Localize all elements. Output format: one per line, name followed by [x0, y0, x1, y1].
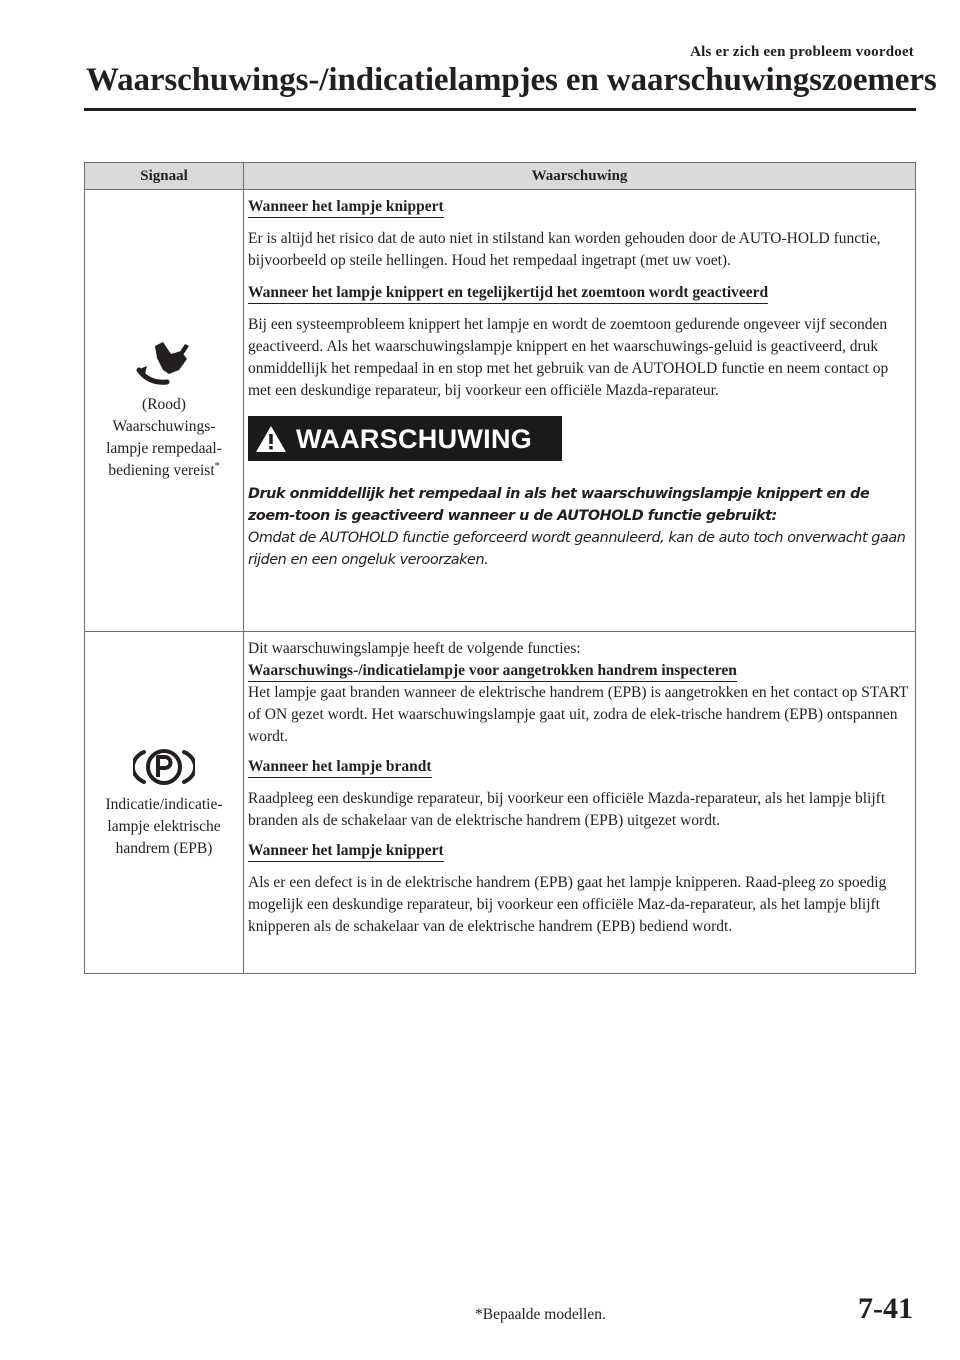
footnote: *Bepaalde modellen.	[475, 1306, 606, 1323]
warning-lights-table	[84, 162, 916, 974]
signal-line: (Rood)	[142, 395, 186, 413]
warning-text	[248, 483, 911, 571]
page-number: 7-41	[858, 1292, 913, 1325]
warning-banner	[248, 416, 562, 461]
column-header-signal: Signaal	[85, 163, 244, 190]
warning-cell	[244, 632, 916, 974]
warning-cell	[244, 190, 916, 632]
chapter-title: Waarschuwings-/indicatielampjes en waarschuwingszoemers	[86, 62, 937, 98]
section-label: Als er zich een probleem voordoet	[690, 44, 914, 60]
warning-banner-label: WAARSCHUWING	[296, 423, 533, 454]
paragraph: Bij een systeemprobleem knippert het lampje en wordt de zoemtoon gedurende ongeveer vijf seconden geactiveerd. Als het waarschuwingslampje knippert en het waarschuwings-geluid is geactiveerd, druk onmiddellijk het rempedaal in en stop met het gebruik van de AUTOHOLD functie en neem contact op met een deskundige reparateur, bij voorkeur een officiële Mazda-reparateur.	[248, 316, 889, 399]
subheading: Wanneer het lampje brandt	[248, 757, 432, 778]
footnote-mark: *	[214, 460, 220, 472]
subheading: Wanneer het lampje knippert	[248, 197, 444, 218]
paragraph: Dit waarschuwingslampje heeft de volgende functies:	[248, 640, 581, 657]
subheading: Wanneer het lampje knippert	[248, 841, 444, 862]
paragraph: Er is altijd het risico dat de auto niet in stilstand kan worden gehouden door de AUTO-HOLD functie, bijvoorbeeld op steile hellingen. Houd het rempedaal ingetrapt (met uw voet).	[248, 230, 881, 269]
warning-bold-text: Druk onmiddellijk het rempedaal in als het waarschuwingslampje knippert en de zoem-toon is geactiveerd wanneer u de AUTOHOLD functie gebruikt:	[248, 486, 870, 524]
signal-line: handrem (EPB)	[115, 839, 213, 857]
signal-line: Indicatie/indicatie-	[105, 795, 223, 813]
subheading: Waarschuwings-/indicatielampje voor aangetrokken handrem inspecteren	[248, 661, 737, 682]
table-header-row	[85, 163, 916, 190]
warning-triangle-icon	[254, 424, 288, 454]
table-row	[85, 632, 916, 974]
signal-line: Waarschuwings-	[112, 417, 216, 435]
signal-line-text: bediening vereist	[108, 461, 215, 479]
column-header-warning: Waarschuwing	[244, 163, 916, 190]
paragraph: Het lampje gaat branden wanneer de elektrische handrem (EPB) is aangetrokken en het contact op START of ON gezet wordt. Het waarschuwingslampje gaat uit, zodra de elek-trische handrem (EPB) ontspannen wordt.	[248, 684, 908, 745]
warning-body-text: Omdat de AUTOHOLD functie geforceerd wordt geannuleerd, kan de auto toch onverwacht gaan rijden en een ongeluk veroorzaken.	[248, 530, 906, 568]
subheading: Wanneer het lampje knippert en tegelijkertijd het zoemtoon wordt geactiveerd	[248, 283, 768, 304]
table-row	[85, 190, 916, 632]
signal-line: lampje rempedaal-	[106, 439, 222, 457]
title-rule	[84, 108, 916, 111]
paragraph: Als er een defect is in de elektrische handrem (EPB) gaat het lampje knipperen. Raad-pleeg zo spoedig mogelijk een deskundige reparateur, bij voorkeur een officiële Maz-da-reparateur, als het lampje blijft knipperen als de schakelaar van de elektrische handrem (EPB) bediend wordt.	[248, 874, 887, 935]
signal-line	[89, 460, 239, 482]
signal-cell	[85, 190, 244, 632]
paragraph: Raadpleeg een deskundige reparateur, bij voorkeur een officiële Mazda-reparateur, als het lampje blijft branden als de schakelaar van de elektrische handrem (EPB) uitgezet wordt.	[248, 790, 886, 829]
signal-cell	[85, 632, 244, 974]
signal-line: lampje elektrische	[107, 817, 221, 835]
brake-pedal-warning-icon	[133, 340, 195, 388]
parking-brake-p-icon	[133, 746, 195, 788]
